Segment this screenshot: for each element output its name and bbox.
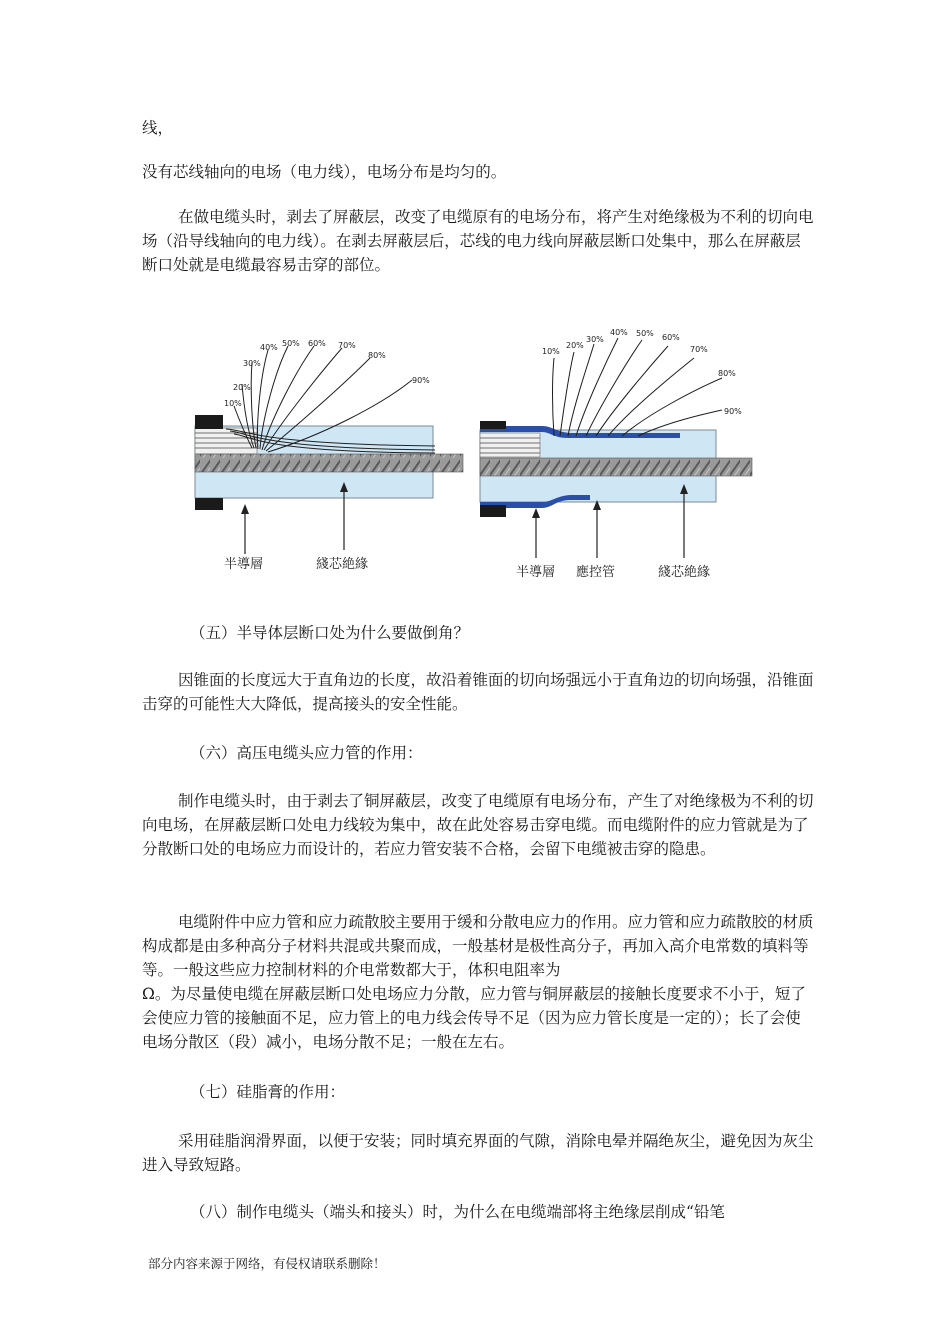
right-label-50: 50%	[636, 329, 654, 338]
footer-disclaimer: 部分内容来源于网络，有侵权请联系删除！	[148, 1256, 386, 1271]
left-label-insulation: 綫芯絶緣	[316, 557, 369, 572]
right-label-20: 20%	[566, 341, 584, 350]
left-shield-layers	[195, 428, 257, 454]
left-conductor	[195, 454, 463, 472]
left-cable	[195, 339, 463, 572]
paragraph-silicone-grease: 采用硅脂润滑界面，以便于安装；同时填充界面的气隙，消除电晕并隔绝灰尘，避免因为灰尘进入导致短路。	[142, 1132, 814, 1174]
left-semiconductor-bottom	[195, 498, 223, 510]
paragraph-stress-tube: 制作电缆头时，由于剥去了铜屏蔽层，改变了电缆原有电场分布，产生了对绝缘极为不利的切向电场，在屏蔽层断口处电力线较为集中，故在此处容易击穿电缆。而电缆附件的应力管就是为了分散断口处的电场应力而设计的，若应力管安装不合格，会留下电缆被击穿的隐患。	[142, 792, 814, 858]
left-label-30: 30%	[243, 359, 261, 368]
left-semiconductor-top	[195, 415, 223, 429]
paragraph-shield-removal: 在做电缆头时，剥去了屏蔽层，改变了电缆原有的电场分布，将产生对绝缘极为不利的切向电场（沿导线轴向的电力线）。在剥去屏蔽层后，芯线的电力线向屏蔽层断口处集中，那么在屏蔽层断口处就是电缆最容易击穿的部位。	[142, 208, 814, 274]
heading-section-7: （七）硅脂膏的作用：	[190, 1083, 346, 1101]
left-percent-labels	[224, 339, 430, 408]
right-conductor	[480, 458, 752, 476]
paragraph-line-fragment: 线，	[142, 119, 174, 137]
left-label-10: 10%	[224, 399, 242, 408]
paragraph-chamfer: 因锥面的长度远大于直角边的长度，故沿着锥面的切向场强远小于直角边的切向场强，沿锥面击穿的可能性大大降低，提高接头的安全性能。	[142, 671, 814, 713]
left-label-50: 50%	[282, 339, 300, 348]
right-label-60: 60%	[662, 333, 680, 342]
paragraph-stress-materials-a: 电缆附件中应力管和应力疏散胶主要用于缓和分散电应力的作用。应力管和应力疏散胶的材质构成都是由多种高分子材料共混或共聚而成，一般基材是极性高分子，再加入高介电常数的填料等等。一般这些应力控制材料的介电常数都大于，体积电阻率为	[142, 913, 814, 979]
right-percent-labels	[542, 328, 742, 416]
right-label-80: 80%	[718, 369, 736, 378]
right-label-10: 10%	[542, 347, 560, 356]
left-label-semiconductor: 半導層	[224, 557, 264, 572]
paragraph-stress-materials-b: Ω。为尽量使电缆在屏蔽层断口处电场应力分散，应力管与铜屏蔽层的接触长度要求不小于，短了会使应力管的接触面不足，应力管上的电力线会传导不足（因为应力管长度是一定的）；长了会使电场分散区（段）减小，电场分散不足；一般在左右。	[142, 985, 806, 1051]
left-label-60: 60%	[308, 339, 326, 348]
right-cable	[480, 328, 752, 580]
left-label-20: 20%	[233, 383, 251, 392]
cable-field-diagram	[190, 318, 780, 590]
heading-section-6: （六）高压电缆头应力管的作用：	[190, 744, 423, 762]
right-label-insulation: 綫芯絶緣	[658, 565, 711, 580]
right-label-90: 90%	[724, 407, 742, 416]
cable-field-svg	[190, 318, 780, 590]
left-label-90: 90%	[412, 376, 430, 385]
right-semiconductor-top	[480, 421, 506, 429]
right-semiconductor-bottom	[480, 505, 506, 517]
heading-section-8: （八）制作电缆头（端头和接头）时，为什么在电缆端部将主绝缘层削成“铅笔	[190, 1203, 725, 1221]
left-label-40: 40%	[260, 343, 278, 352]
right-label-30: 30%	[586, 335, 604, 344]
right-label-40: 40%	[610, 328, 628, 337]
heading-section-5: （五）半导体层断口处为什么要做倒角？	[190, 624, 470, 642]
left-label-80: 80%	[368, 351, 386, 360]
paragraph-uniform-field: 没有芯线轴向的电场（电力线），电场分布是均匀的。	[142, 163, 507, 181]
left-label-70: 70%	[338, 341, 356, 350]
right-label-70: 70%	[690, 345, 708, 354]
right-label-semiconductor: 半導層	[516, 565, 556, 580]
right-label-stress-tube: 應控管	[576, 565, 616, 580]
